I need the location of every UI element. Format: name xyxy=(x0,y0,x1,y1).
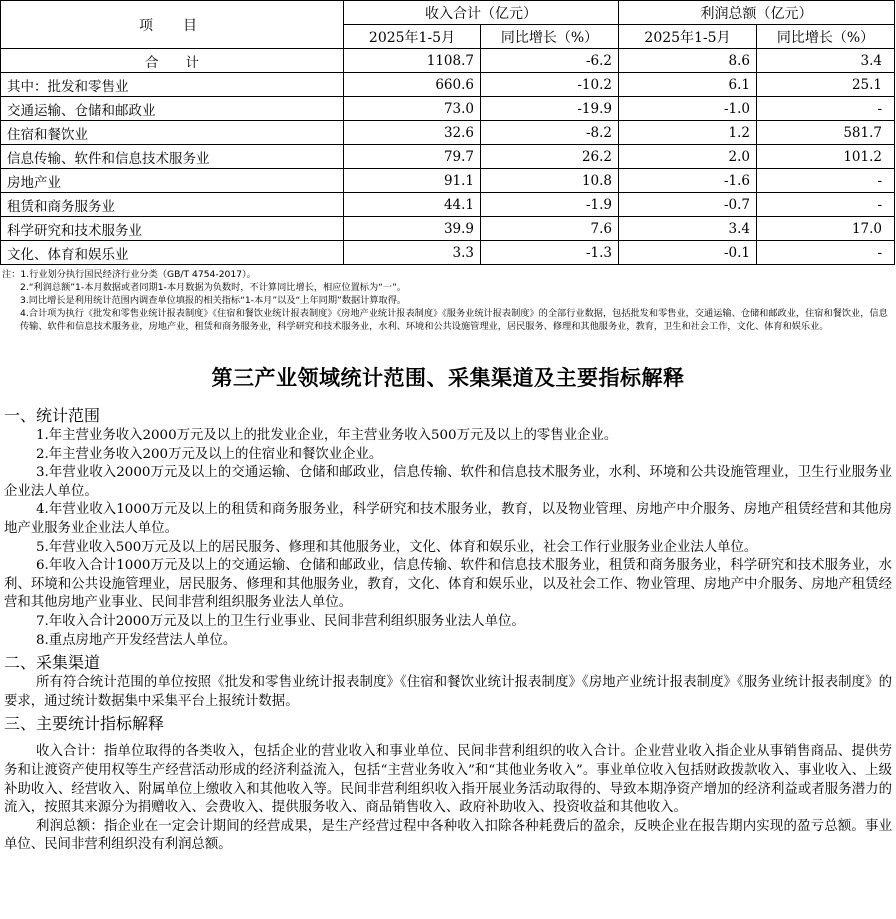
table-row xyxy=(1,169,895,193)
scope-item: 8.重点房地产开发经营法人单位。 xyxy=(36,632,237,648)
document-title: 第三产业领域统计范围、采集渠道及主要指标解释 xyxy=(211,365,685,390)
row-revenue-growth: -8.2 xyxy=(481,121,619,145)
header-profit-period: 2025年1-5月 xyxy=(619,25,757,49)
table-notes xyxy=(2,268,894,333)
row-name: 文化、体育和娱乐业 xyxy=(1,241,344,265)
row-name: 租赁和商务服务业 xyxy=(1,193,344,217)
row-revenue: 39.9 xyxy=(344,217,481,241)
row-profit: 8.6 xyxy=(619,49,757,73)
scope-item: 2.年主营业务收入200万元及以上的住宿业和餐饮业企业。 xyxy=(36,446,383,462)
row-profit-growth: - xyxy=(757,241,895,265)
table-row xyxy=(1,73,895,97)
row-profit-growth: 581.7 xyxy=(757,121,895,145)
row-name: 科学研究和技术服务业 xyxy=(1,217,344,241)
header-item: 项 目 xyxy=(1,1,344,49)
row-revenue-growth: -10.2 xyxy=(481,73,619,97)
row-revenue-growth: -6.2 xyxy=(481,49,619,73)
note-2: 2.“利润总额”1-本月数据或者同期1-本月数据为负数时，不计算同比增长，相应位置标为“一”。 xyxy=(20,282,407,293)
row-name: 合 计 xyxy=(1,49,344,73)
row-profit: 6.1 xyxy=(619,73,757,97)
row-profit-growth: 101.2 xyxy=(757,145,895,169)
scope-item: 7.年收入合计2000万元及以上的卫生行业事业、民间非营利组织服务业法人单位。 xyxy=(36,613,525,629)
header-profit: 利润总额（亿元） xyxy=(619,1,895,25)
row-profit-growth: 17.0 xyxy=(757,217,895,241)
indicator-profit: 利润总额：指企业在一定会计期间的经营成果，是生产经营过程中各种收入扣除各种耗费后的盈余，反映企业在报告期内实现的盈亏总额。事业单位、民间非营利组织没有利润总额。 xyxy=(4,818,892,853)
row-profit: -0.1 xyxy=(619,241,757,265)
row-profit: -1.6 xyxy=(619,169,757,193)
row-revenue: 73.0 xyxy=(344,97,481,121)
row-profit: 2.0 xyxy=(619,145,757,169)
row-revenue-growth: 10.8 xyxy=(481,169,619,193)
row-revenue: 32.6 xyxy=(344,121,481,145)
table-row xyxy=(1,97,895,121)
row-revenue: 79.7 xyxy=(344,145,481,169)
row-profit-growth: - xyxy=(757,193,895,217)
row-profit: 1.2 xyxy=(619,121,757,145)
note-3: 3.同比增长是利用统计范围内调查单位填报的相关指标“1-本月”以及“上年同期”数据计算取得。 xyxy=(20,295,407,306)
channels-text: 所有符合统计范围的单位按照《批发和零售业统计报表制度》《住宿和餐饮业统计报表制度》《房地产业统计报表制度》《服务业统计报表制度》的要求，通过统计数据集中采集平台上报统计数据。 xyxy=(4,675,892,709)
document-body xyxy=(4,405,892,855)
statistics-table xyxy=(0,0,895,265)
section-heading-scope: 一、统计范围 xyxy=(4,406,101,425)
row-name: 住宿和餐饮业 xyxy=(1,121,344,145)
section-heading-indicators: 三、主要统计指标解释 xyxy=(4,714,165,734)
row-name: 信息传输、软件和信息技术服务业 xyxy=(1,145,344,169)
row-revenue-growth: -1.3 xyxy=(481,241,619,265)
row-revenue: 91.1 xyxy=(344,169,481,193)
table-row xyxy=(1,241,895,265)
row-name: 交通运输、仓储和邮政业 xyxy=(1,97,344,121)
row-revenue: 1108.7 xyxy=(344,49,481,73)
row-revenue: 660.6 xyxy=(344,73,481,97)
row-name: 房地产业 xyxy=(1,169,344,193)
row-revenue: 44.1 xyxy=(344,193,481,217)
header-profit-growth: 同比增长（%） xyxy=(757,25,895,49)
header-revenue-period: 2025年1-5月 xyxy=(344,25,481,49)
header-revenue-growth: 同比增长（%） xyxy=(481,25,619,49)
row-profit: -1.0 xyxy=(619,97,757,121)
row-profit: 3.4 xyxy=(619,217,757,241)
row-revenue-growth: -1.9 xyxy=(481,193,619,217)
row-name: 其中：批发和零售业 xyxy=(1,73,344,97)
row-revenue-growth: -19.9 xyxy=(481,97,619,121)
header-revenue: 收入合计（亿元） xyxy=(344,1,619,25)
note-1: 注：1.行业划分执行国民经济行业分类（GB/T 4754-2017）。 xyxy=(2,269,256,280)
table-row xyxy=(1,217,895,241)
row-revenue: 3.3 xyxy=(344,241,481,265)
table-row xyxy=(1,145,895,169)
row-profit: -0.7 xyxy=(619,193,757,217)
row-profit-growth: - xyxy=(757,169,895,193)
row-revenue-growth: 7.6 xyxy=(481,217,619,241)
row-revenue-growth: 26.2 xyxy=(481,145,619,169)
row-profit-growth: - xyxy=(757,97,895,121)
table-row xyxy=(1,121,895,145)
scope-item: 1.年主营业务收入2000万元及以上的批发业企业，年主营业务收入500万元及以上的零售业企业。 xyxy=(36,428,618,443)
table-row xyxy=(1,193,895,217)
row-profit-growth: 25.1 xyxy=(757,73,895,97)
scope-item: 4.年营业收入1000万元及以上的租赁和商务服务业，科学研究和技术服务业，教育，以及物业管理、房地产中介服务、房地产租赁经营和其他房地产业服务业企业法人单位。 xyxy=(4,502,892,536)
table-row xyxy=(1,49,895,73)
note-4: 4.合计项为执行《批发和零售业统计报表制度》《住宿和餐饮业统计报表制度》《房地产业统计报表制度》《服务业统计报表制度》的全部行业数据，包括批发和零售业，交通运输、仓储和邮政业，住宿和餐饮业，信息传输、软件和信息技术服务业，房地产业，租赁和商务服务业，科学研究和技术服务业，水利、环境和公共设施管理业，居民服务、修理和其他服务业，教育，卫生和社会工作，文化、体育和娱乐业。 xyxy=(20,308,888,332)
scope-item: 5.年营业收入500万元及以上的居民服务、修理和其他服务业，文化、体育和娱乐业，社会工作行业服务业企业法人单位。 xyxy=(36,539,758,555)
row-profit-growth: 3.4 xyxy=(757,49,895,73)
scope-item: 3.年营业收入2000万元及以上的交通运输、仓储和邮政业，信息传输、软件和信息技术服务业，水利、环境和公共设施管理业，卫生行业服务业企业法人单位。 xyxy=(4,465,892,499)
indicator-revenue: 收入合计：指单位取得的各类收入，包括企业的营业收入和事业单位、民间非营利组织的收入合计。企业营业收入指企业从事销售商品、提供劳务和让渡资产使用权等生产经营活动形成的经济利益流入，包括“主营业务收入”和“其他业务收入”。事业单位收入包括财政拨款收入、事业收入、上级补助收入、经营收入、附属单位上缴收入和其他收入等。民间非营利组织收入指开展业务活动取得的、导致本期净资产增加的经济利益或者服务潜力的流入，按照其来源分为捐赠收入、会费收入、提供服务收入、商品销售收入、政府补助收入、投资收益和其他收入。 xyxy=(4,744,892,816)
section-heading-channels: 二、采集渠道 xyxy=(4,653,101,673)
scope-item: 6.年收入合计1000万元及以上的交通运输、仓储和邮政业，信息传输、软件和信息技术服务业，租赁和商务服务业，科学研究和技术服务业，水利、环境和公共设施管理业，居民服务、修理和其他服务业，教育，文化、体育和娱乐业，以及社会工作、物业管理、房地产中介服务、房地产租赁经营和其他房地产业事业、民间非营利组织服务业法人单位。 xyxy=(4,558,892,611)
